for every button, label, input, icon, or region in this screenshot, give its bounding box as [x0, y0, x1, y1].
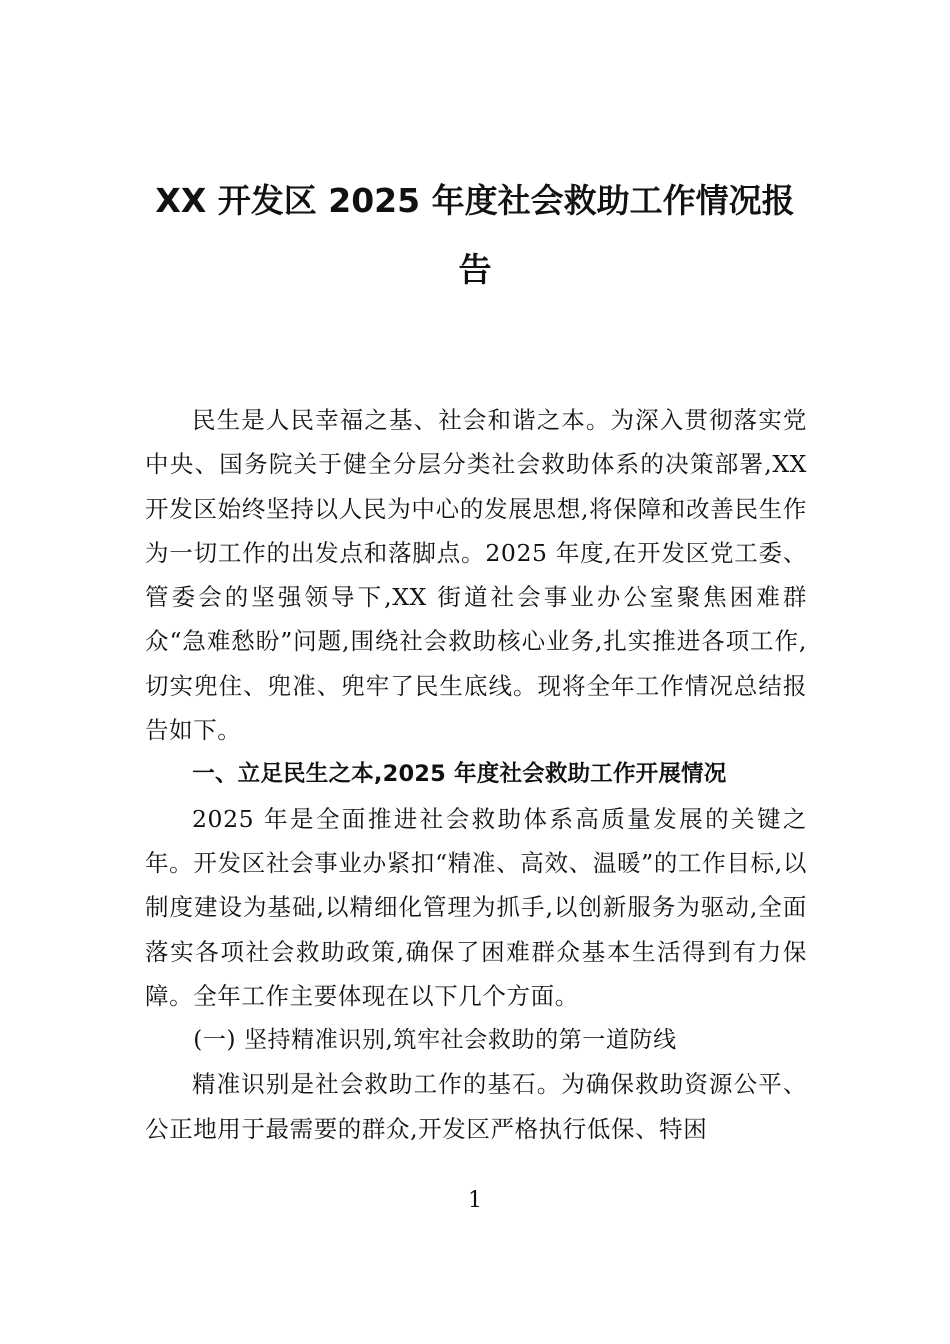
subsection-heading-1: (一) 坚持精准识别,筑牢社会救助的第一道防线 [193, 1027, 677, 1054]
subsection-1-paragraph: 精准识别是社会救助工作的基石。为确保救助资源公平、公正地用于最需要的群众,开发区严格执行低保、特困 [145, 1070, 807, 1143]
document-body [145, 398, 807, 1151]
intro-paragraph: 民生是人民幸福之基、社会和谐之本。为深入贯彻落实党中央、国务院关于健全分层分类社会救助体系的决策部署,XX 开发区始终坚持以人民为中心的发展思想,将保障和改善民生作为一切工作的出发点和落脚点。2025 年度,在开发区党工委、管委会的坚强领导下,XX 街道社会事业办公室聚焦困难群众“急难愁盼”问题,围绕社会救助核心业务,扎实推进各项工作,切实兜住、兜准、兜牢了民生底线。现将全年工作情况总结报告如下。 [145, 406, 807, 745]
document-title: XX 开发区 2025 年度社会救助工作情况报告 [155, 181, 795, 289]
section-1-paragraph: 2025 年是全面推进社会救助体系高质量发展的关键之年。开发区社会事业办紧扣“精准、高效、温暖”的工作目标,以制度建设为基础,以精细化管理为抓手,以创新服务为驱动,全面落实各项社会救助政策,确保了困难群众基本生活得到有力保障。全年工作主要体现在以下几个方面。 [145, 804, 807, 1010]
section-heading-1: 一、立足民生之本,2025 年度社会救助工作开展情况 [192, 761, 727, 788]
page-number: 1 [468, 1188, 482, 1213]
